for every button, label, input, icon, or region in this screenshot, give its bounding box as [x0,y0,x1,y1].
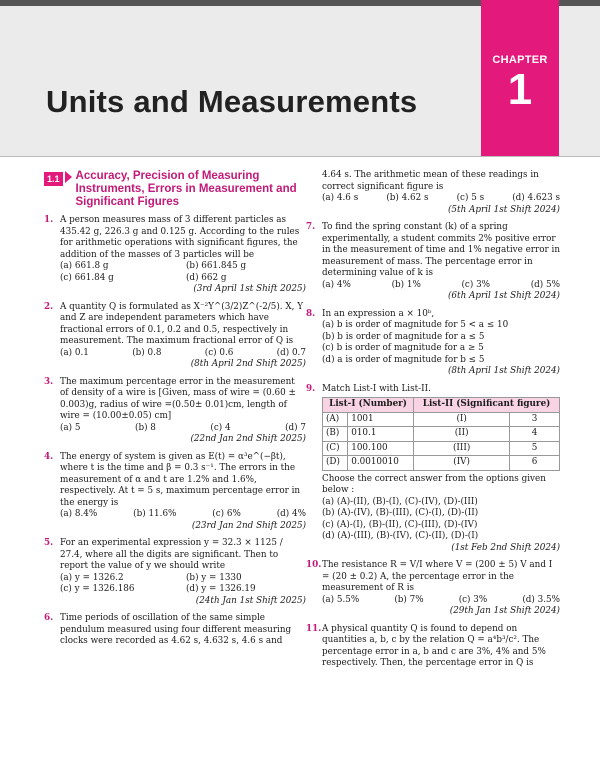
option-a: (a) y = 1326.2 [60,572,124,583]
table-header-list-2: List-II (Significant figure) [414,398,560,413]
instruction-text: Choose the correct answer from the options given below : [322,473,546,495]
question-text: Time periods of oscillation of the same simple pendulum measured using four different measuring clocks were recorded as 4.62 s, 4.632 s, 4.6 s and [60,613,292,646]
chapter-badge [481,0,559,156]
option-a: (a) 4.6 s [322,193,359,203]
question-source: (1st Feb 2nd Shift 2024) [451,542,560,553]
option-c: (c) 4 [210,422,231,433]
option-c: (c) (A)-(I), (B)-(II), (C)-(III), (D)-(IV) [322,519,478,530]
table-row [323,456,560,471]
option-d: (d) 7 [285,422,306,433]
option-a: (a) 5 [60,422,81,433]
table-cell: 3 [510,412,560,427]
table-cell: (C) [323,441,348,456]
option-b: (b) 11.6% [133,509,177,519]
option-a: (a) 8.4% [60,509,98,519]
table-header-list-1: List-I (Number) [323,398,414,413]
question-number: 3. [44,376,54,387]
question-9 [306,384,560,555]
option-d: (d) y = 1326.19 [186,584,256,594]
option-a: (a) 4% [322,279,351,290]
question-7 [306,222,560,303]
question-text: In an expression a × 10ᵇ, [322,308,435,319]
table-cell: (B) [323,427,348,442]
question-10 [306,560,560,618]
question-source: (22nd Jan 2nd Shift 2025) [190,434,306,444]
section-heading [44,170,306,209]
table-row [323,427,560,442]
table-cell: (II) [414,427,510,442]
question-number: 6. [44,613,54,623]
option-d: (d) 4% [276,509,306,519]
question-number: 1. [44,215,54,225]
option-d: (d) 0.7 [276,347,306,358]
page-title: Units and Measurements [46,84,418,119]
question-1 [44,215,306,296]
question-text: For an experimental expression y = 32.3 × 1125 / 27.4, where all the digits are significant. Then to report the value of y we should write [60,538,283,571]
question-number: 5. [44,538,54,548]
section-number: 1.1 [44,172,63,186]
table-row [323,441,560,456]
option-d: (d) 3.5% [522,594,560,605]
option-c: (c) 3% [461,279,491,290]
option-a: (a) 5.5% [322,594,360,605]
table-cell: 0.0010010 [348,456,414,471]
question-6-continued [306,170,560,216]
chapter-word: CHAPTER [492,54,548,66]
table-cell: 5 [510,441,560,456]
table-cell: (I) [414,412,510,427]
option-c: (c) b is order of magnitude for a ≥ 5 [322,343,484,353]
option-b: (b) (A)-(IV), (B)-(III), (C)-(I), (D)-(II) [322,508,479,518]
section-title: Accuracy, Precision of Measuring Instruments, Errors in Measurement and Significant Figures [75,170,297,208]
question-number: 9. [306,383,316,394]
option-a: (a) (A)-(II), (B)-(I), (C)-(IV), (D)-(III) [322,496,478,507]
question-number: 10. [306,560,322,570]
question-3 [44,377,306,446]
left-column [44,170,306,654]
question-source: (8th April 1st Shift 2024) [448,366,560,376]
question-number: 8. [306,308,316,319]
question-6 [44,613,306,648]
option-d: (d) 5% [530,279,560,290]
option-c: (c) 5 s [456,193,485,203]
option-d: (d) (A)-(III), (B)-(IV), (C)-(II), (D)-(I) [322,531,479,541]
table-cell: (III) [414,441,510,456]
question-number: 4. [44,451,54,462]
question-source: (23rd Jan 2nd Shift 2025) [191,520,306,531]
table-cell: 010.1 [348,427,414,442]
question-source: (29th Jan 1st Shift 2024) [449,606,560,616]
match-table [322,397,560,471]
question-text: To find the spring constant (k) of a spring experimentally, a student commits 2% positive error in the measurement of time and 1% negative error in measurement of mass. The percentage error in determining value of k is [322,222,560,278]
option-c: (c) y = 1326.186 [60,584,135,594]
option-c: (c) 0.6 [204,347,234,358]
table-cell: 4 [510,427,560,442]
question-number: 11. [306,623,322,634]
option-a: (a) 0.1 [60,347,89,358]
question-text: A physical quantity Q is found to depend on quantities a, b, c by the relation Q = a⁴b³/c². The percentage error in a, b and c are 3%, 4% and 5% respectively. Then, the percentage error in Q is [322,623,546,668]
option-b: (b) 7% [394,594,424,605]
question-text: The maximum percentage error in the measurement of density of a wire is [Given, mass of wire = (0.60 ± 0.003)g, radius of wire =(0.50± 0.01)cm, length of wire = (10.00±0.05) cm] [60,376,296,421]
arrow-icon [65,171,72,183]
question-source: (5th April 1st Shift 2024) [448,204,560,215]
table-cell: 1001 [348,412,414,427]
question-text: A quantity Q is formulated as X⁻²Y^(3/2)Z^(-2/5). X, Y and Z are independent parameters which have fractional errors of 0.1, 0.2 and 0.5, respectively in measurement. The maximum fractional error of Q is [60,301,304,346]
question-text: Match List-I with List-II. [322,383,431,394]
option-a: (a) b is order of magnitude for 5 < a ≤ 10 [322,320,509,330]
header-divider [0,156,600,157]
question-2 [44,302,306,371]
option-d: (d) 662 g [186,272,227,283]
option-c: (c) 6% [212,509,241,519]
question-4 [44,452,306,533]
question-11 [306,624,560,670]
option-b: (b) 4.62 s [386,193,429,203]
question-text: The energy of system is given as E(t) = α³e^(−βt), where t is the time and β = 0.3 s⁻¹. The errors in the measurement of α and t are 1.2% and 1.6%, respectively. At t = 5 s, maximum percentage error in the energy is [60,451,301,508]
table-cell: 6 [510,456,560,471]
option-b: (b) y = 1330 [186,572,242,583]
question-source: (3rd April 1st Shift 2025) [193,284,306,294]
option-b: (b) 661.845 g [186,261,247,271]
option-c: (c) 661.84 g [60,272,114,283]
option-b: (b) 0.8 [132,347,162,358]
table-cell: (IV) [414,456,510,471]
option-c: (c) 3% [458,594,488,605]
option-b: (b) 1% [391,279,421,290]
table-cell: (A) [323,412,348,427]
question-5 [44,538,306,607]
question-text: A person measures mass of 3 different particles as 435.42 g, 226.3 g and 0.125 g. According to the rules for arithmetic operations with significant figures, the addition of the masses of 3 particles will be [60,215,300,260]
question-8 [306,309,560,378]
option-a: (a) 661.8 g [60,261,109,271]
table-row [323,412,560,427]
option-b: (b) b is order of magnitude for a ≤ 5 [322,331,485,342]
option-d: (d) 4.623 s [512,193,560,203]
question-source: (6th April 1st Shift 2024) [448,291,560,301]
question-text: The resistance R = V/I where V = (200 ± 5) V and I = (20 ± 0.2) A, the percentage error in the measurement of R is [322,560,553,593]
question-source: (8th April 2nd Shift 2025) [190,359,306,369]
question-number: 2. [44,301,54,312]
question-number: 7. [306,222,316,232]
option-d: (d) a is order of magnitude for b ≤ 5 [322,354,485,365]
option-b: (b) 8 [135,422,156,433]
question-source: (24th Jan 1st Shift 2025) [195,595,306,606]
chapter-number: 1 [507,65,533,114]
table-cell: (D) [323,456,348,471]
right-column [306,170,560,676]
table-cell: 100.100 [348,441,414,456]
question-text: 4.64 s. The arithmetic mean of these readings in correct significant figure is [322,170,539,192]
